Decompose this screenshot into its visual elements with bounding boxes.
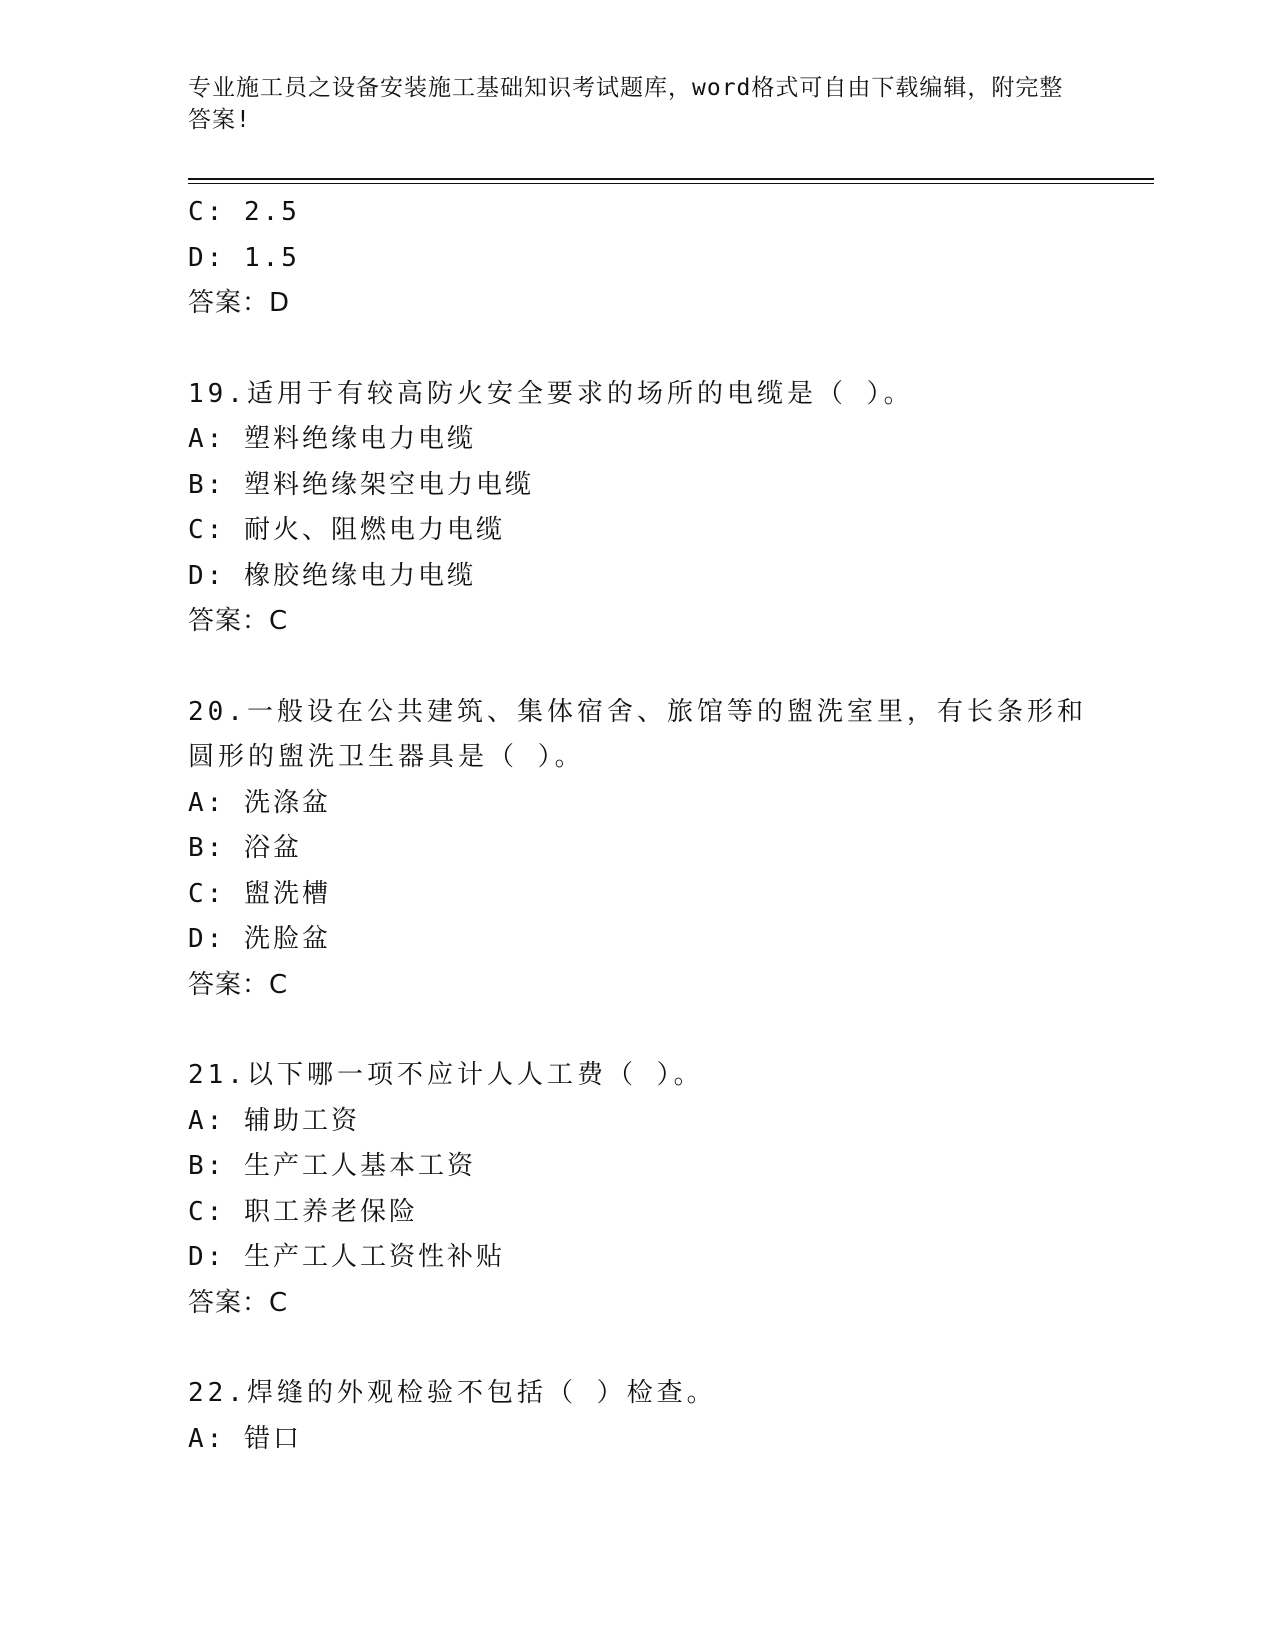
option-d: D: 生产工人工资性补贴 xyxy=(188,1242,505,1272)
question-19 xyxy=(188,372,1088,645)
option-a: A: 辅助工资 xyxy=(188,1105,360,1136)
option-a: A: 塑料绝缘电力电缆 xyxy=(188,424,476,454)
option-d: D: 1.5 xyxy=(188,242,300,273)
question-21 xyxy=(188,1053,1088,1326)
question-18-continuation xyxy=(188,190,1088,327)
question-20 xyxy=(188,690,1088,1009)
answer-line: 答案：C xyxy=(188,969,289,1000)
question-22 xyxy=(188,1371,1088,1462)
option-b: B: 生产工人基本工资 xyxy=(188,1151,476,1181)
option-a: A: 错口 xyxy=(188,1423,302,1454)
option-b: B: 浴盆 xyxy=(188,833,302,863)
answer-line: 答案：C xyxy=(188,1287,289,1318)
option-d: D: 橡胶绝缘电力电缆 xyxy=(188,560,476,591)
answer-line: 答案：D xyxy=(188,288,291,318)
header-divider-thin xyxy=(188,183,1154,184)
option-b: B: 塑料绝缘架空电力电缆 xyxy=(188,469,534,500)
header-divider-thick xyxy=(188,178,1154,180)
question-text: 22.焊缝的外观检验不包括（ ）检查。 xyxy=(188,1378,717,1408)
document-header-title: 专业施工员之设备安装施工基础知识考试题库，word格式可自由下载编辑，附完整答案! xyxy=(188,75,1064,133)
option-c: C: 2.5 xyxy=(188,197,300,227)
option-c: C: 盥洗槽 xyxy=(188,878,331,909)
question-text: 19.适用于有较高防火安全要求的场所的电缆是（ ）。 xyxy=(188,378,914,409)
option-a: A: 洗涤盆 xyxy=(188,787,331,818)
question-text: 21.以下哪一项不应计人人工费（ ）。 xyxy=(188,1060,704,1090)
option-d: D: 洗脸盆 xyxy=(188,924,331,954)
question-text: 20.一般设在公共建筑、集体宿舍、旅馆等的盥洗室里，有长条形和圆形的盥洗卫生器具是（ ）。 xyxy=(188,696,1087,772)
question-list xyxy=(188,190,1088,1462)
option-c: C: 耐火、阻燃电力电缆 xyxy=(188,515,505,545)
option-c: C: 职工养老保险 xyxy=(188,1196,418,1227)
answer-line: 答案：C xyxy=(188,606,289,636)
